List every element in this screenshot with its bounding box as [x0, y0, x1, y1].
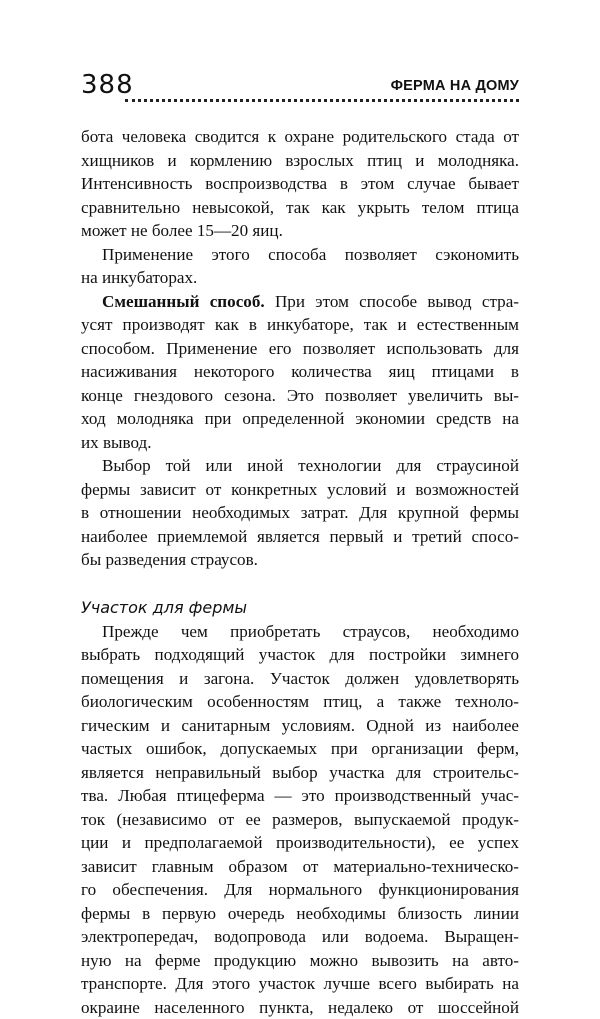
text-line: Прежде чем приобретать страусов, необходимо — [81, 620, 519, 644]
text-line: насиживания некоторого количества яиц птицами в — [81, 360, 519, 384]
paragraph — [81, 620, 519, 1019]
run-in-text: При этом способе вывод стра- — [275, 292, 519, 311]
paragraph — [81, 454, 519, 572]
text-line: бота человека сводится к охране родительского стада от — [81, 125, 519, 149]
section-heading: Участок для фермы — [81, 596, 519, 620]
text-line: хищников и кормлению взрослых птиц и молодняка. — [81, 149, 519, 173]
text-line: сравнительно невысокой, так как укрыть телом птица — [81, 196, 519, 220]
text-line: ции и предполагаемой производительности), ее успех — [81, 831, 519, 855]
text-line: Интенсивность воспроизводства в этом случае бывает — [81, 172, 519, 196]
page-number: 388 — [81, 70, 134, 100]
paragraph — [81, 125, 519, 243]
text-line: бы разведения страусов. — [81, 548, 519, 572]
text-line: способом. Применение его позволяет использовать для — [81, 337, 519, 361]
text-line: Применение этого способа позволяет сэкономить — [81, 243, 519, 267]
paragraph — [81, 290, 519, 455]
text-line: помещения и загона. Участок должен удовлетворять — [81, 667, 519, 691]
text-line: ную на ферме продукцию можно вывозить на авто- — [81, 949, 519, 973]
text-line: на инкубаторах. — [81, 266, 519, 290]
text-line: го обеспечения. Для нормального функционирования — [81, 878, 519, 902]
text-line: транспорте. Для этого участок лучше всего выбирать на — [81, 972, 519, 996]
text-line: гическим и санитарным условиям. Одной из наиболее — [81, 714, 519, 738]
text-line: фермы зависит от конкретных условий и возможностей — [81, 478, 519, 502]
text-line: является неправильный выбор участка для строительс- — [81, 761, 519, 785]
text-line: ток (независимо от ее размеров, выпускаемой продук- — [81, 808, 519, 832]
text-line: тва. Любая птицеферма — это производственный учас- — [81, 784, 519, 808]
text-line: конце гнездового сезона. Это позволяет увеличить вы- — [81, 384, 519, 408]
text-line: ход молодняка при определенной экономии средств на — [81, 407, 519, 431]
text-line: биологическим особенностям птиц, а также техноло- — [81, 690, 519, 714]
text-line: электропередач, водопровода или водоема. Выращен- — [81, 925, 519, 949]
book-page — [81, 70, 519, 1019]
body-text — [81, 125, 519, 1019]
text-line: Выбор той или иной технологии для страусиной — [81, 454, 519, 478]
run-in-heading: Смешанный способ. — [102, 292, 265, 311]
text-line: выбрать подходящий участок для постройки зимнего — [81, 643, 519, 667]
text-line: их вывод. — [81, 431, 519, 455]
text-line: окраине населенного пункта, недалеко от шоссейной — [81, 996, 519, 1019]
text-line: может не более 15—20 яиц. — [81, 219, 519, 243]
running-head — [81, 70, 519, 104]
text-line: фермы в первую очередь необходимы близость линии — [81, 902, 519, 926]
text-line: усят производят как в инкубаторе, так и естественным — [81, 313, 519, 337]
header-dotted-rule — [125, 99, 519, 102]
running-title: ФЕРМА НА ДОМУ — [391, 77, 519, 95]
text-line: наиболее приемлемой является первый и третий спосо- — [81, 525, 519, 549]
text-line: частых ошибок, допускаемых при организации ферм, — [81, 737, 519, 761]
text-line: зависит главным образом от материально-техническо- — [81, 855, 519, 879]
text-line: в отношении необходимых затрат. Для крупной фермы — [81, 501, 519, 525]
paragraph — [81, 243, 519, 290]
text-line — [81, 290, 519, 314]
